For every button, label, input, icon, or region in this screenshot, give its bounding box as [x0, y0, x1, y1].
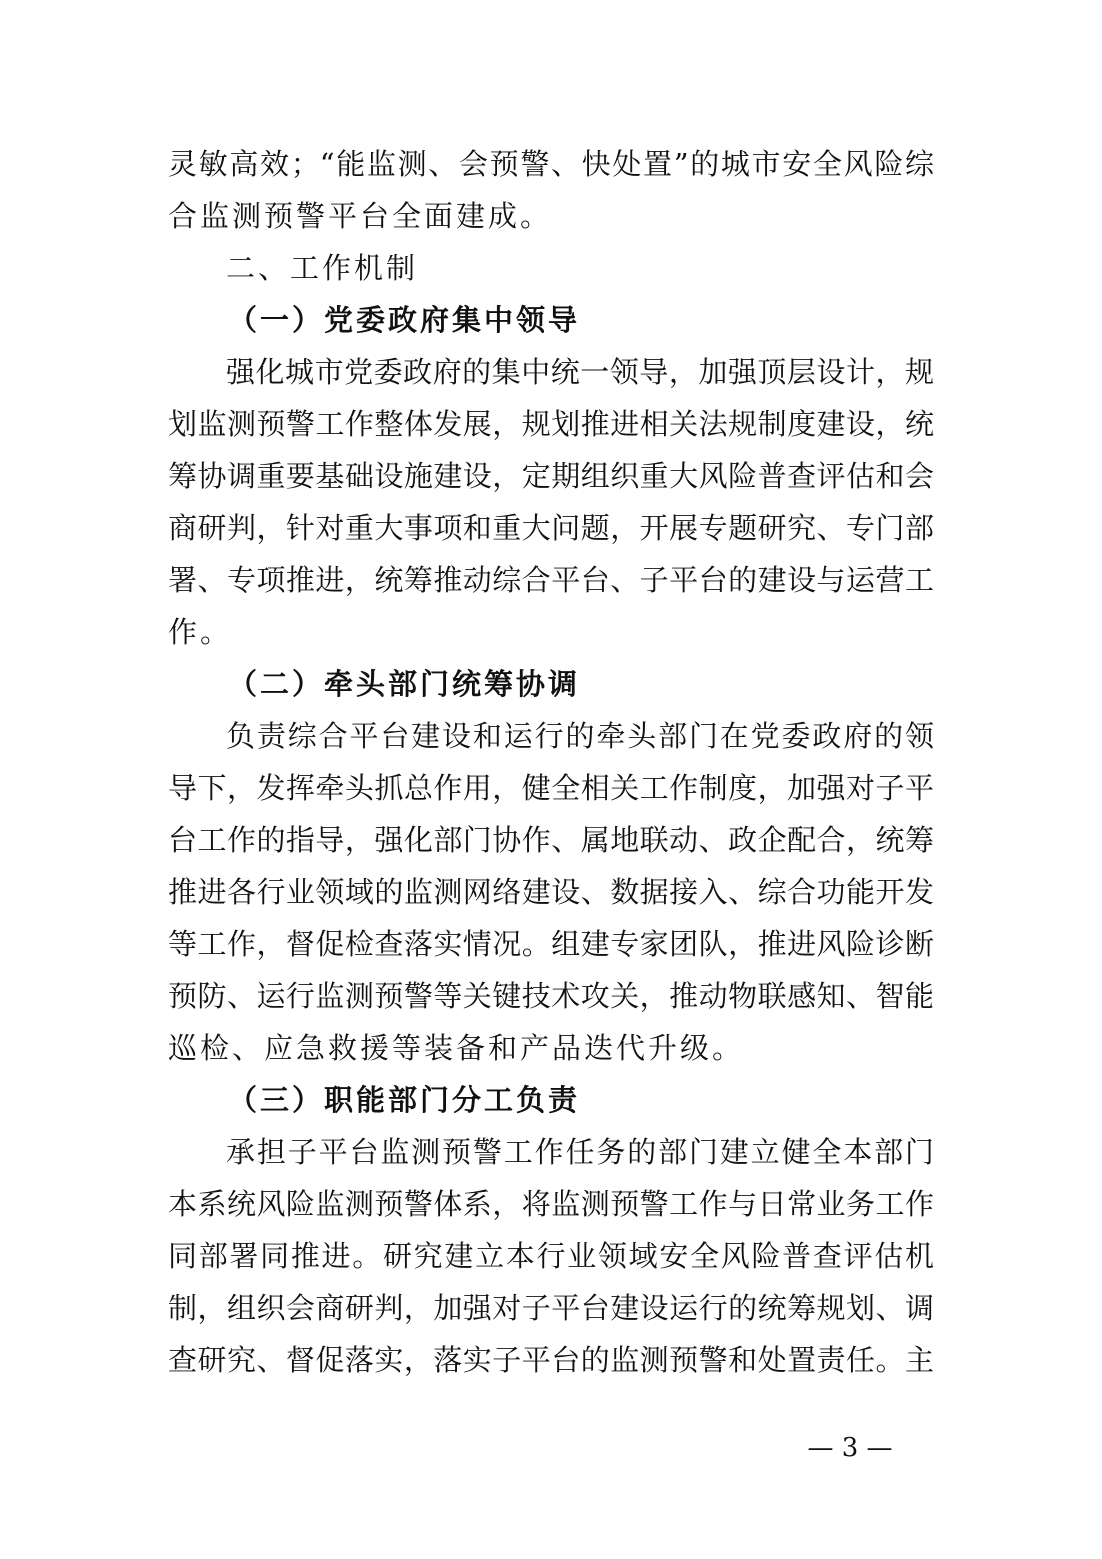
body-line: 预防、运行监测预警等关键技术攻关，推动物联感知、智能 [168, 979, 934, 1013]
document-page [168, 138, 934, 1386]
body-line: 划监测预警工作整体发展，规划推进相关法规制度建设，统 [168, 407, 934, 441]
subsection-heading: （二）牵头部门统筹协调 [228, 667, 581, 701]
body-line: 查研究、督促落实，落实子平台的监测预警和处置责任。主 [168, 1343, 934, 1377]
page-number: — 3 — [807, 1433, 893, 1463]
body-line: 同部署同推进。研究建立本行业领域安全风险普查评估机 [168, 1239, 934, 1273]
body-line: 导下，发挥牵头抓总作用，健全相关工作制度，加强对子平 [168, 771, 934, 805]
body-line: 承担子平台监测预警工作任务的部门建立健全本部门 [226, 1135, 934, 1169]
body-line: 负责综合平台建设和运行的牵头部门在党委政府的领 [226, 719, 934, 753]
body-line: 台工作的指导，强化部门协作、属地联动、政企配合，统筹 [168, 823, 934, 857]
subsection-heading: （三）职能部门分工负责 [228, 1083, 581, 1117]
body-line: 署、专项推进，统筹推动综合平台、子平台的建设与运营工 [168, 563, 934, 597]
body-line: 筹协调重要基础设施建设，定期组织重大风险普查评估和会 [168, 459, 934, 493]
subsection-heading: （一）党委政府集中领导 [228, 303, 581, 337]
body-line: 作。 [168, 615, 233, 649]
body-line: 等工作，督促检查落实情况。组建专家团队，推进风险诊断 [168, 927, 934, 961]
body-line: 推进各行业领域的监测网络建设、数据接入、综合功能开发 [168, 875, 934, 909]
body-line: 灵敏高效；“能监测、会预警、快处置”的城市安全风险综 [168, 147, 934, 181]
body-line: 合监测预警平台全面建成。 [168, 199, 553, 233]
body-line: 商研判，针对重大事项和重大问题，开展专题研究、专门部 [168, 511, 934, 545]
body-line: 本系统风险监测预警体系，将监测预警工作与日常业务工作 [168, 1187, 934, 1221]
body-line: 巡检、应急救援等装备和产品迭代升级。 [168, 1031, 745, 1065]
body-line: 强化城市党委政府的集中统一领导，加强顶层设计，规 [226, 355, 934, 389]
body-line: 制，组织会商研判，加强对子平台建设运行的统筹规划、调 [168, 1291, 934, 1325]
section-heading: 二、工作机制 [226, 251, 419, 285]
